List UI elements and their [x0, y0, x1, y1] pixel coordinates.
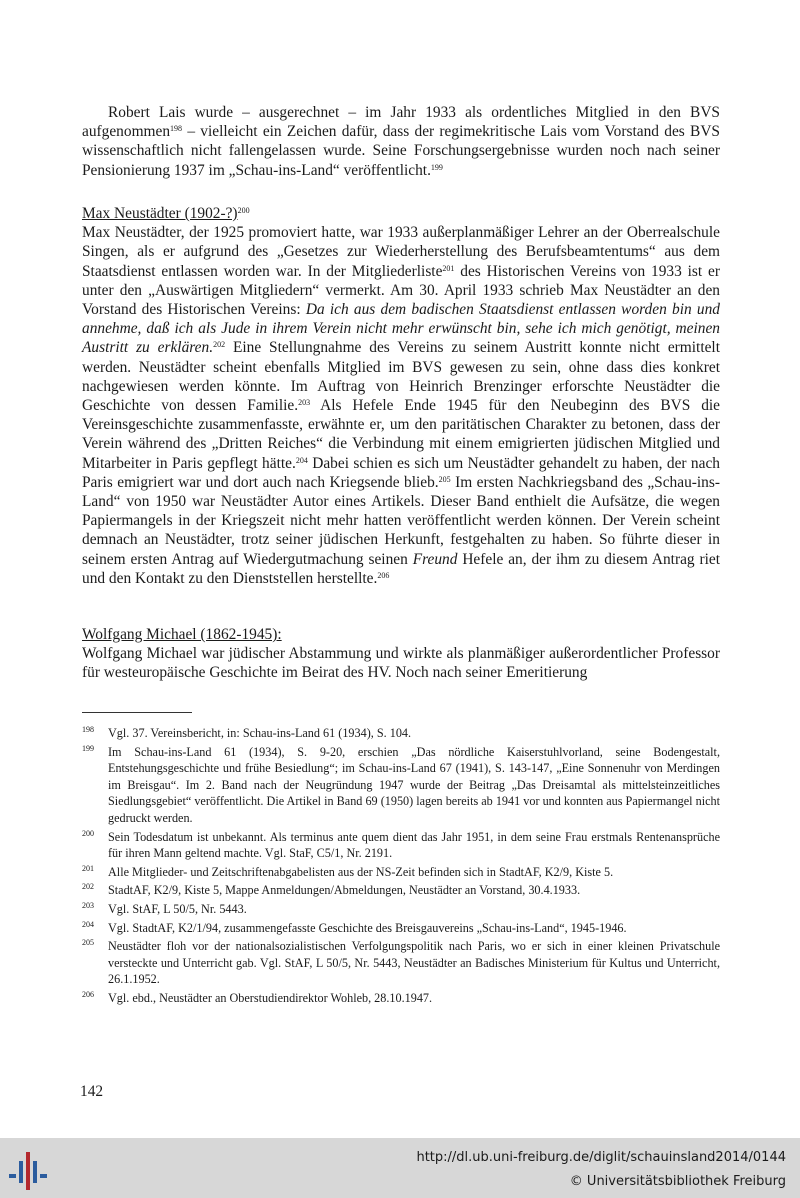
footnote-number: 205	[82, 938, 94, 948]
italic-quote: Freund	[412, 550, 458, 568]
footnote-number: 200	[82, 828, 94, 838]
section-heading-neustaedter: Max Neustädter (1902-?)$^{200}$	[82, 205, 250, 222]
footnote	[82, 725, 720, 742]
paragraph-text	[82, 223, 720, 588]
footnote-text: Alle Mitglieder- und Zeitschriftenabgabelisten aus der NS-Zeit befinden sich in StadtAF, K2/9, Kiste 5.	[108, 864, 614, 879]
text-run: Max Neustädter, der 1925 promoviert hatte, war 1933 außerplanmäßiger Lehrer an der Oberrealschule Singen, als er aufgrund des „Gesetzes zur Wiederherstellung des Berufsbeamtentums“ aus dem Staatsdienst entlassen worden war. In der Mitgliederliste	[82, 224, 720, 280]
footnote-ref[interactable]: 198	[170, 124, 183, 134]
footnote	[82, 938, 720, 988]
footnote	[82, 990, 720, 1007]
footnote-number: 204	[82, 919, 94, 929]
footnote-text: StadtAF, K2/9, Kiste 5, Mappe Anmeldungen/Abmeldungen, Neustädter an Vorstand, 30.4.1933.	[108, 883, 581, 898]
copyright-text: © Universitätsbibliothek Freiburg	[569, 1174, 786, 1189]
footnote-number: 203	[82, 900, 94, 910]
page-number: 142	[80, 1083, 104, 1100]
footnote-number: 201	[82, 863, 94, 873]
footnote-text: Vgl. StadtAF, K2/1/94, zusammengefasste Geschichte des Breisgauvereins „Schau-ins-Land“, 1945-1946.	[108, 920, 627, 935]
text-run: Robert Lais wurde – ausgerechnet – im Jahr 1933 als ordentliches Mitglied in den BVS aufgenommen	[82, 104, 720, 141]
footnote	[82, 829, 720, 862]
permalink-url[interactable]: http://dl.ub.uni-freiburg.de/diglit/schauinsland2014/0144	[416, 1150, 786, 1165]
viewer-footer	[0, 1138, 800, 1198]
footnote	[82, 920, 720, 937]
section-heading-michael: Wolfgang Michael (1862-1945):	[82, 626, 282, 643]
footnote-ref[interactable]: 201	[442, 263, 455, 273]
footnote-text: Vgl. 37. Vereinsbericht, in: Schau-ins-Land 61 (1934), S. 104.	[108, 726, 412, 740]
footnote-text: Im Schau-ins-Land 61 (1934), S. 9-20, erschien „Das nördliche Kaiserstuhlvorland, seine Bodengestalt, Entstehungsgeschichte und frühe Besiedlung“; im Schau-ins-Land 67 (1941), S. 143-147, „Eine Sonnenuhr von Merdingen im Breisgau“. Im 2. Band nach der Neugründung 1947 wurde der Beitrag „Das Dreisamtal als mittelsteinzeitliches Siedlungsgebiet“ veröffentlicht. Die Artikel in Band 69 (1950) lagen bereits ab 1941 vor und konnten aus Papiermangel nicht gedruckt werden.	[108, 744, 720, 825]
footnote-number: 198	[82, 725, 94, 734]
footnote-ref[interactable]: 204	[295, 455, 308, 465]
footnote-number: 199	[82, 743, 94, 753]
text-run: Dabei schien es sich um Neustädter gehandelt zu haben, der nach Paris emigriert war und dort auch nach Kriegsende blieb.	[82, 454, 720, 491]
section-wolfgang-michael	[82, 625, 720, 683]
text-run: Als Hefele Ende 1945 für den Neubeginn des BVS die Vereinsgeschichte zusammenfasste, erwähnte er, um den paritätischen Charakter zu betonen, dass der Verein während des „Dritten Reiches“ die Verbindung mit einem emigrierten jüdischen Mitglied und Mitarbeiter in Paris gepflegt hätte.	[82, 397, 721, 472]
footnote	[82, 744, 720, 827]
footnote-ref[interactable]: 206	[377, 570, 390, 580]
footnote-ref[interactable]: 205	[438, 474, 451, 484]
text-run: – vielleicht ein Zeichen dafür, dass der regimekritische Lais vom Vorstand des BVS wissenschaftlich nicht fallengelassen wurde. Seine Forschungsergebnisse wurden noch nach seiner Pensionierung 1937 im „Schau-ins-Land“ veröffentlicht.	[82, 123, 720, 179]
text-run: Hefele an, der ihm zu diesem Antrag riet und den Kontakt zu den Dienststellen herstellte.	[82, 550, 720, 587]
footnote	[82, 864, 720, 881]
footnote-text: Vgl. StAF, L 50/5, Nr. 5443.	[108, 901, 247, 916]
ub-freiburg-logo-icon[interactable]	[6, 1148, 50, 1192]
text-run: des Historischen Vereins von 1933 ist er unter den „Auswärtigen Mitgliedern“ vermerkt. Am 30. April 1933 schrieb Max Neustädter an den Vorstand des Historischen Vereins:	[82, 262, 720, 319]
footnote-ref[interactable]: 202	[213, 340, 226, 350]
section-max-neustaedter	[82, 204, 720, 588]
paragraph-robert-lais	[82, 103, 720, 180]
text-run: Wolfgang Michael war jüdischer Abstammung und wirkte als planmäßiger außerordentlicher Professor für westeuropäische Geschichte im Beirat des HV. Noch nach seiner Emeritierung	[82, 645, 720, 682]
text-run: Eine Stellungnahme des Vereins zu seinem Austritt konnte nicht ermittelt werden. Neustädter scheint ebenfalls Mitglied im BVS gewesen zu sein, ohne dass dies konkret nachgewiesen werden könnte. Im Auftrag von Heinrich Brenzinger erforschte Neustädter die Geschichte von dessen Familie.	[82, 339, 720, 415]
paragraph-text	[82, 103, 720, 180]
footnote-separator	[82, 712, 192, 713]
footnote-text: Sein Todesdatum ist unbekannt. Als terminus ante quem dient das Jahr 1951, in dem seine Frau erstmals Rentenansprüche für ihren Mann geltend machte. Vgl. StaF, C5/1, Nr. 2191.	[108, 829, 720, 861]
footnote	[82, 901, 720, 918]
footnote-text: Neustädter floh vor der nationalsozialistischen Verfolgungspolitik nach Paris, wo er sich in einer kleinen Privatschule versteckte und Unterricht gab. Vgl. StAF, L 50/5, Nr. 5443, Neustädter an Badisches Ministerium für Kultus und Unterricht, 26.1.1952.	[108, 939, 720, 987]
footnote-ref[interactable]: 200	[237, 206, 250, 215]
footnote-text: Vgl. ebd., Neustädter an Oberstudiendirektor Wohleb, 28.10.1947.	[108, 990, 433, 1005]
italic-quote: Da ich aus dem badischen Staatsdienst entlassen worden bin und annehme, daß ich als Jude in ihrem Verein nicht mehr erwünscht bin, sehe ich mich genötigt, meinen Austritt zu erklären.	[82, 301, 720, 357]
footnote-number: 202	[82, 882, 94, 892]
paragraph-text	[82, 644, 720, 682]
footnote-number: 206	[82, 989, 94, 999]
footnote-ref[interactable]: 199	[430, 162, 443, 172]
text-run: Im ersten Nachkriegsband des „Schau-ins-Land“ von 1950 war Neustädter Autor eines Artikels. Dieser Band enthielt die Aufsätze, die wegen Papiermangels in der Kriegszeit nicht mehr hatten veröffentlicht werden können. Der Verein scheint demnach an Neustädter, trotz seiner jüdischen Herkunft, festgehalten zu haben. So führte dieser in seinem ersten Antrag auf Wiedergutmachung seinen	[82, 473, 720, 568]
footnotes	[82, 725, 720, 1009]
footnote-ref[interactable]: 203	[298, 398, 311, 408]
footnote	[82, 882, 720, 899]
